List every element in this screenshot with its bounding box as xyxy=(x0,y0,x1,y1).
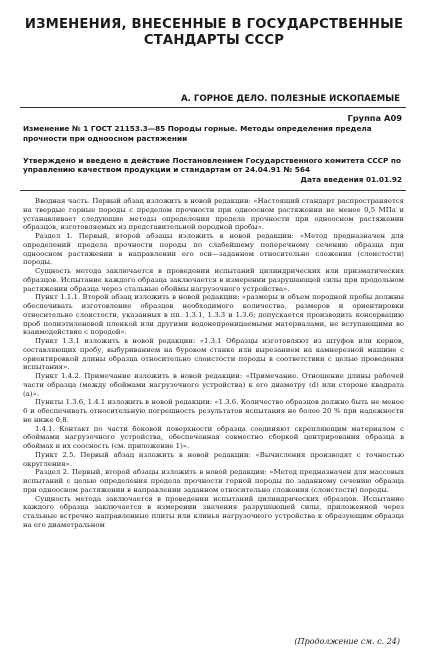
approval-text: Утверждено и введено в действие Постановлением Государственного комитета СССР по управлению качеством продукции и стандартам от 24.04.91 № 564 xyxy=(23,156,401,175)
divider xyxy=(20,107,406,108)
continuation-note: (Продолжение см. с. 24) xyxy=(294,637,400,646)
document-title xyxy=(0,17,428,49)
paragraph: Сущность метода заключается в проведении испытаний цилиндрических образцов. Испытание каждого образца заключается в измерении значения разрушающей силы, приложенной через стальные встречно направленные плиты или клинья нагрузочного устройства к образующим образца на его диаметральном xyxy=(23,494,404,529)
paragraph: Раздел 1. Первый, второй абзацы изложить в новой редакции: «Метод предназначен для определений предела прочности породы по слабейшему поперечному сечению образца при одноосном растяжении в направлении его оси—заданном относительно сложения (слоистости) породы. xyxy=(23,232,404,267)
paragraph: Раздел 2. Первый, второй абзацы изложить в новой редакции: «Метод предназначен для массовых испытаний с целью определения предела прочности горной породы по заданному сечению образца при одноосном растяжении в направлении заданном относительно сложения (слоистости) породы. xyxy=(23,468,404,494)
paragraph: Сущность метода заключается в проведении испытаний цилиндрических или призматических образцов. Испытание каждого образца заключается в измерении разрушающей силы при продольном растяжении образца через стальные обоймы нагрузочного устройства». xyxy=(23,267,404,293)
effective-date: Дата введения 01.01.92 xyxy=(300,174,402,184)
approval-block xyxy=(23,156,402,184)
paragraph: Пункт 1.3.1 изложить в новой редакции: «1.3.1 Образцы изготовляют из штуфов или кернов, составляющих пробу, выбуриванием на буровом станке или вырезанием на камнерезной машине с ориентировкой длины образца относительно слоистости породы в соответствии с целью проведения испытания». xyxy=(23,337,404,372)
paragraph: Пункт 2.5. Первый абзац изложить в новой редакции: «Вычисления производят с точностью округления». xyxy=(23,450,404,468)
section-heading: А. ГОРНОЕ ДЕЛО. ПОЛЕЗНЫЕ ИСКОПАЕМЫЕ xyxy=(180,94,400,104)
title-line: СТАНДАРТЫ СССР xyxy=(143,33,285,48)
divider xyxy=(20,190,406,191)
title-line: ИЗМЕНЕНИЯ, ВНЕСЕННЫЕ В ГОСУДАРСТВЕННЫЕ xyxy=(24,17,404,32)
paragraph: Пункты 1.3.6, 1.4.1 изложить в новой редакции: «1.3.6. Количество образцов должно быть не менее 6 и обеспечивать относительную погрешность результатов испытания не более 20 % при надежности не ниже 0,8. xyxy=(23,398,404,424)
group-code: Группа А09 xyxy=(347,113,402,123)
document-body xyxy=(23,197,404,530)
paragraph: Пункт 1.1.1. Второй абзац изложить в новой редакции: «размеры и объем породной пробы должны обеспечивать изготовление образцов необходимого количества, размеров и ориентировки относительно слоистости, указанных в пп. 1.3.1, 1.3.3 и 1.3.6; допускается производить консервацию проб полиэтиленовой пленкой или другими водонепроницаемыми материалами, не вступающими во взаимодействие с породой». xyxy=(23,293,404,337)
change-heading: Изменение № 1 ГОСТ 21153.3—85 Породы горные. Методы определения предела прочности при одноосном растяжении xyxy=(23,124,372,143)
paragraph: 1.4.1. Контакт по части боковой поверхности образца соединяют скрепляющим материалом с обоймами нагрузочного устройства, обеспеченная совместно сборкой центрирования образца в обоймах и их соосность (см. приложение 1)». xyxy=(23,424,404,450)
paragraph: Пункт 1.4.2. Примечание изложить в новой редакции: «Примечание. Отношение длины рабочей части образца (между обоймами нагрузочного устройства) к его диаметру (d) или стороне квадрата (a)». xyxy=(23,372,404,398)
paragraph: Вводная часть. Первый абзац изложить в новой редакции: «Настоящий стандарт распространяется на твердые горные породы с пределом прочности при одноосном растяжении не менее 0,5 МПа и устанавливает следующие методы определения предела прочности при одноосном растяжении образцов, изготовляемых из представительной породной пробы». xyxy=(23,197,404,232)
